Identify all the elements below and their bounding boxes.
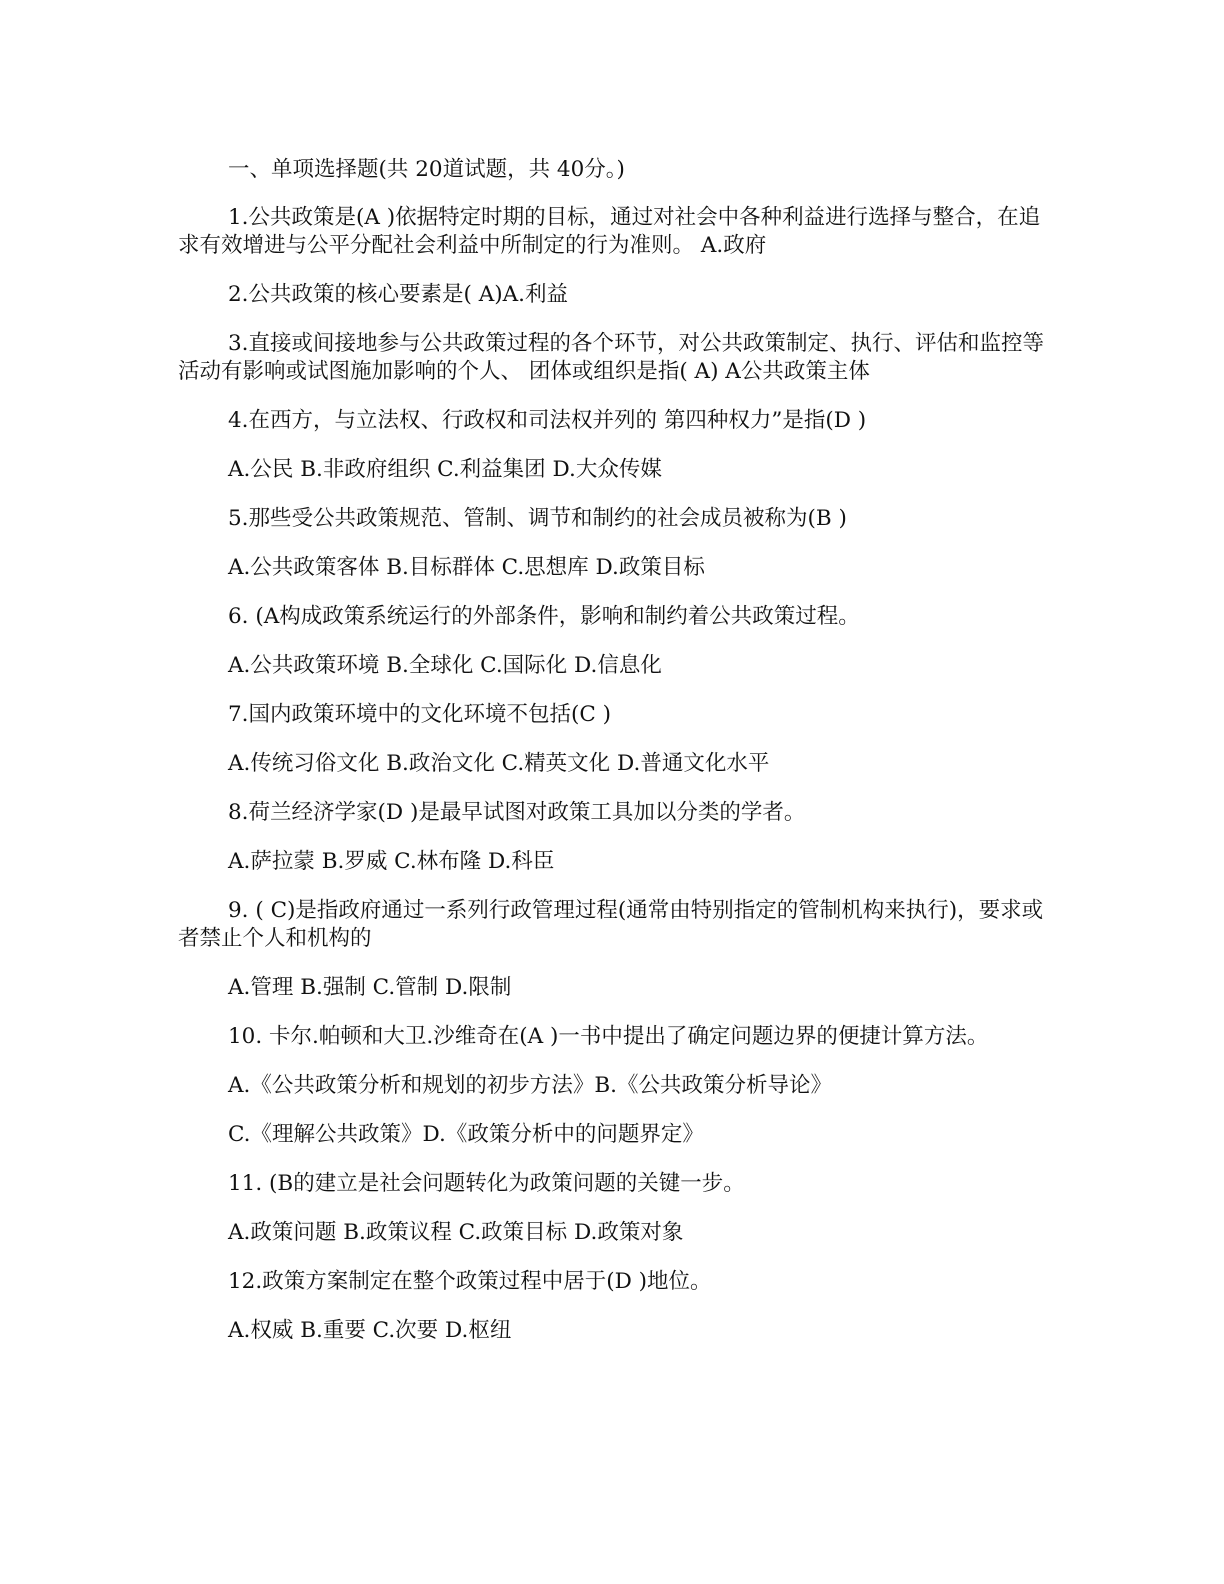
question-2: 2.公共政策的核心要素是( A)A.利益 [228,282,569,307]
question-9: 9. ( C)是指政府通过一系列行政管理过程(通常由特别指定的管制机构来执行)，要求或者禁止个人和机构的 [178,898,1044,951]
question-3: 3.直接或间接地参与公共政策过程的各个环节，对公共政策制定、执行、评估和监控等活动有影响或试图施加影响的个人、 团体或组织是指( A) A公共政策主体 [178,331,1045,384]
question-11-options: A.政策问题 B.政策议程 C.政策目标 D.政策对象 [228,1220,684,1245]
question-6-options: A.公共政策环境 B.全球化 C.国际化 D.信息化 [228,653,662,678]
question-7: 7.国内政策环境中的文化环境不包括(C ) [228,702,612,727]
question-9-options: A.管理 B.强制 C.管制 D.限制 [228,975,512,1000]
question-7-options: A.传统习俗文化 B.政治文化 C.精英文化 D.普通文化水平 [228,751,770,776]
question-1: 1.公共政策是(A )依据特定时期的目标，通过对社会中各种利益进行选择与整合，在追求有效增进与公平分配社会利益中所制定的行为准则。 A.政府 [178,205,1041,258]
question-5-options: A.公共政策客体 B.目标群体 C.思想库 D.政策目标 [228,555,705,580]
question-10-options-cd: C.《理解公共政策》D.《政策分析中的问题界定》 [228,1122,704,1147]
question-4-options: A.公民 B.非政府组织 C.利益集团 D.大众传媒 [228,457,662,482]
question-8-options: A.萨拉蒙 B.罗威 C.林布隆 D.科臣 [228,849,555,874]
question-12: 12.政策方案制定在整个政策过程中居于(D )地位。 [228,1269,712,1294]
question-5: 5.那些受公共政策规范、管制、调节和制约的社会成员被称为(B ) [228,506,847,531]
question-11: 11. (B的建立是社会问题转化为政策问题的关键一步。 [228,1171,745,1196]
question-12-options: A.权威 B.重要 C.次要 D.枢纽 [228,1318,512,1343]
question-8: 8.荷兰经济学家(D )是最早试图对政策工具加以分类的学者。 [228,800,806,825]
question-4: 4.在西方，与立法权、行政权和司法权并列的 第四种权力”是指(D ) [228,408,867,433]
document-page [178,156,1058,1366]
section-heading: 一、单项选择题(共 20道试题，共 40分。) [228,157,625,182]
question-10: 10. 卡尔.帕顿和大卫.沙维奇在(A )一书中提出了确定问题边界的便捷计算方法。 [228,1024,989,1049]
question-6: 6. (A构成政策系统运行的外部条件，影响和制约着公共政策过程。 [228,604,860,629]
question-10-options-ab: A.《公共政策分析和规划的初步方法》B.《公共政策分析导论》 [228,1073,832,1098]
